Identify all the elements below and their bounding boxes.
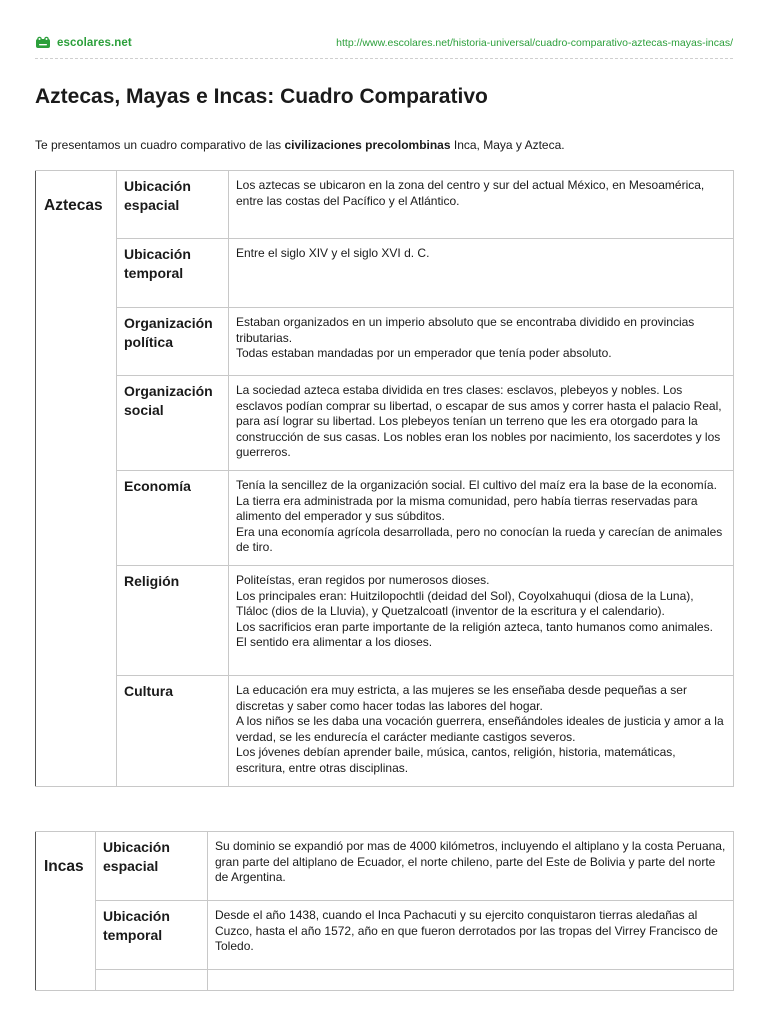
- site-name: escolares.net: [57, 36, 132, 49]
- intro-paragraph: [35, 138, 565, 152]
- attribute-label: Religión: [117, 566, 229, 676]
- page-header: [35, 36, 733, 60]
- attribute-label: Ubicación espacial: [117, 171, 229, 239]
- attribute-label: Ubicación espacial: [96, 832, 208, 901]
- intro-text-end: Inca, Maya y Azteca.: [450, 138, 565, 152]
- attribute-description: Su dominio se expandió por mas de 4000 kilómetros, incluyendo el altiplano y la costa Peruana, gran parte del altiplano de Ecuador, el norte chileno, parte del Este de Bolivia y parte del norte de Argentina.: [208, 832, 734, 901]
- aztecas-table: [35, 170, 734, 787]
- attribute-description: Tenía la sencillez de la organización social. El cultivo del maíz era la base de la economía. La tierra era administrada por la misma comunidad, pero había tierras reservadas para alimento del emperador y sus súbditos. Era una economía agrícola desarrollada, pero no conocían la rueda y carecían de animales de tiro.: [229, 471, 734, 566]
- civilization-label-cell: [36, 832, 96, 991]
- attribute-description: Estaban organizados en un imperio absoluto que se encontraba dividido en provincias tributarias. Todas estaban mandadas por un emperador que tenía poder absoluto.: [229, 308, 734, 376]
- intro-bold-term: civilizaciones precolombinas: [284, 138, 451, 152]
- table-row: [36, 566, 734, 676]
- intro-text-start: Te presentamos un cuadro comparativo de las: [35, 138, 285, 152]
- empty-cell: [208, 970, 734, 991]
- header-divider: [35, 58, 733, 59]
- table-row-partial: [36, 970, 734, 991]
- attribute-description: Politeístas, eran regidos por numerosos dioses. Los principales eran: Huitzilopochtli (deidad del Sol), Coyolxahuqui (diosa de la Luna), Tláloc (dios de la Lluvia), y Quetzalcoatl (inventor de la escritura y el calendario). Los sacrificios eran parte importante de la religión azteca, tanto humanos como animales. El sentido era alimentar a los dioses.: [229, 566, 734, 676]
- page-title: Aztecas, Mayas e Incas: Cuadro Comparativo: [35, 85, 488, 108]
- attribute-label: Organización política: [117, 308, 229, 376]
- attribute-description: La educación era muy estricta, a las mujeres se les enseñaba desde pequeñas a ser discretas y saber como hacer todas las labores del hogar. A los niños se les daba una vocación guerrera, enseñándoles ideales de justicia y amor a la verdad, se les endurecía el carácter mediante castigos severos. Los jóvenes debían aprender baile, música, cantos, religión, historia, matemáticas, escritura, entre otras disciplinas.: [229, 676, 734, 787]
- table-row: [36, 471, 734, 566]
- civilization-name: Aztecas: [44, 197, 103, 214]
- attribute-label: Ubicación temporal: [96, 901, 208, 970]
- site-logo[interactable]: [35, 36, 132, 49]
- attribute-description: Los aztecas se ubicaron en la zona del centro y sur del actual México, en Mesoamérica, entre las costas del Pacífico y el Atlántico.: [229, 171, 734, 239]
- attribute-description: Desde el año 1438, cuando el Inca Pachacuti y su ejercito conquistaron tierras aledañas al Cuzco, hasta el año 1572, año en que fueron derrotados por las tropas del Virrey Francisco de Toledo.: [208, 901, 734, 970]
- page-url-link[interactable]: http://www.escolares.net/historia-universal/cuadro-comparativo-aztecas-mayas-incas/: [336, 37, 733, 49]
- table-row: [36, 376, 734, 471]
- attribute-label: Organización social: [117, 376, 229, 471]
- attribute-label: Economía: [117, 471, 229, 566]
- incas-table: [35, 831, 734, 991]
- table-row: [36, 239, 734, 308]
- attribute-label: Cultura: [117, 676, 229, 787]
- table-row: [36, 832, 734, 901]
- empty-cell: [96, 970, 208, 991]
- table-row: [36, 308, 734, 376]
- attribute-label: Ubicación temporal: [117, 239, 229, 308]
- civilization-label-cell: [36, 171, 117, 787]
- attribute-description: Entre el siglo XIV y el siglo XVI d. C.: [229, 239, 734, 308]
- attribute-description: La sociedad azteca estaba dividida en tres clases: esclavos, plebeyos y nobles. Los esclavos podían comprar su libertad, o escapar de sus amos y correr hasta el palacio Real, para así lograr su libertad. Los plebeyos tenían un terreno que les era otorgado para la construcción de sus casas. Los nobles eran los nobles por nacimiento, los sacerdotes y los guerreros.: [229, 376, 734, 471]
- table-row: [36, 676, 734, 787]
- logo-icon: [35, 36, 51, 49]
- table-row: [36, 901, 734, 970]
- civilization-name: Incas: [44, 858, 84, 875]
- table-row: [36, 171, 734, 239]
